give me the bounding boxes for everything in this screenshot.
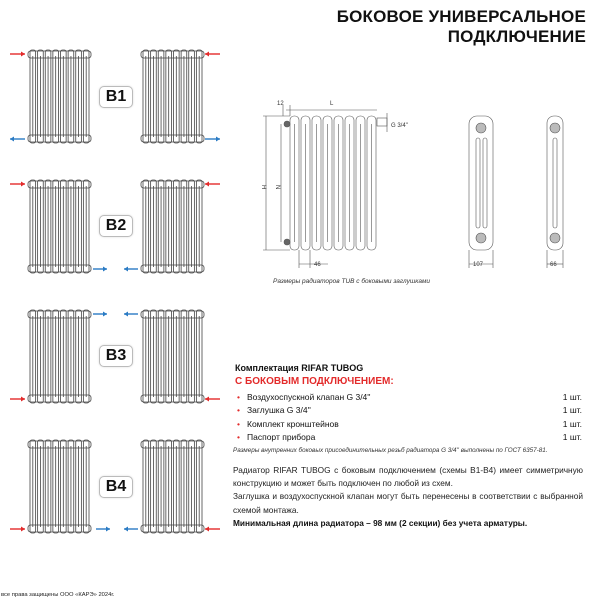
scheme-label-b3: B3 bbox=[99, 345, 133, 367]
dim-H: H bbox=[260, 185, 266, 190]
page-title-line2: ПОДКЛЮЧЕНИЕ bbox=[447, 27, 586, 46]
scheme-label-b1: B1 bbox=[99, 86, 133, 108]
bullet-icon: • bbox=[237, 392, 240, 402]
dim-66: 66 bbox=[550, 262, 557, 268]
drawing-caption: Размеры радиаторов TUB с боковыми заглушками bbox=[273, 278, 431, 285]
description-p3: Минимальная длина радиатора – 98 мм (2 секции) без учета арматуры. bbox=[233, 517, 528, 528]
bullet-icon: • bbox=[237, 432, 240, 442]
plug bbox=[284, 121, 290, 127]
description bbox=[233, 464, 583, 530]
copyright: все права защищены ООО «КАРЭ» 2024г. bbox=[1, 592, 115, 598]
page-title-line1: БОКОВОЕ УНИВЕРСАЛЬНОЕ bbox=[336, 7, 586, 26]
nipple bbox=[550, 123, 560, 133]
drawing-line bbox=[476, 138, 480, 228]
drawing-line bbox=[483, 138, 487, 228]
description-p1: Радиатор RIFAR TUBOG с боковым подключением (схемы B1-B4) имеет симметричную конструкцию и может быть подключен по любой из схем. bbox=[233, 465, 583, 489]
bullet-icon: • bbox=[237, 405, 240, 415]
dim-thread: G 3/4'' bbox=[391, 123, 408, 129]
scheme-label-b4: B4 bbox=[99, 476, 133, 498]
dim-46: 46 bbox=[314, 262, 321, 268]
plug bbox=[284, 239, 290, 245]
nipple bbox=[476, 233, 486, 243]
drawing-line bbox=[553, 138, 557, 228]
nipple bbox=[550, 233, 560, 243]
kit-item: • Заглушка G 3/4'' 1 шт. bbox=[237, 405, 582, 415]
kit-item: • Воздухоспускной клапан G 3/4'' 1 шт. bbox=[237, 392, 582, 402]
dim-L: L bbox=[330, 101, 334, 107]
nipple bbox=[476, 123, 486, 133]
dim-107: 107 bbox=[473, 262, 484, 268]
kit-heading: Комплектация RIFAR TUBOG bbox=[235, 363, 364, 373]
dim-12: 12 bbox=[277, 101, 284, 107]
side-view-profile bbox=[547, 116, 563, 250]
bullet-icon: • bbox=[237, 419, 240, 429]
dim-N: N bbox=[274, 185, 280, 190]
kit-subheading: С БОКОВЫМ ПОДКЛЮЧЕНИЕМ: bbox=[235, 376, 394, 387]
kit-item: • Комплект кронштейнов 1 шт. bbox=[237, 419, 582, 429]
thread-fitting bbox=[377, 118, 387, 126]
side-view-front bbox=[469, 116, 493, 250]
scheme-label-b2: B2 bbox=[99, 215, 133, 237]
kit-note: Размеры внутренних боковых присоединительных резьб радиатора G 3/4'' выполнены по ГОСТ 6357-81. bbox=[233, 447, 548, 454]
description-p2: Заглушка и воздухоспускной клапан могут быть перенесены в соответствии с выбранной схемой монтажа. bbox=[233, 491, 583, 515]
kit-item: • Паспорт прибора 1 шт. bbox=[237, 432, 582, 442]
